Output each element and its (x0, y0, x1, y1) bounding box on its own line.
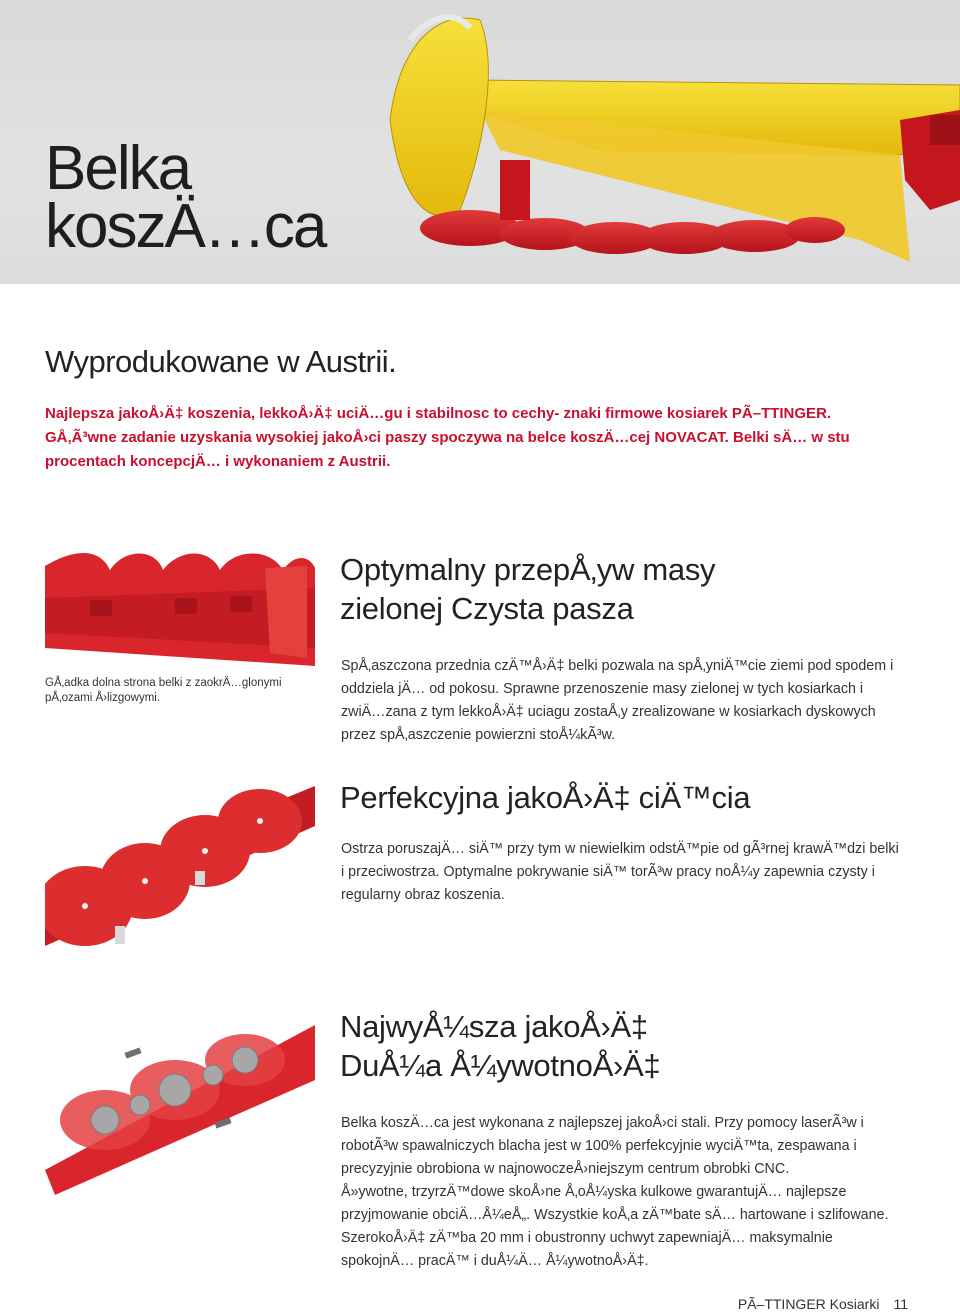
section3-paragraph-1: Belka koszÄ…ca jest wykonana z najlepszej jakoÅ›ci stali. Przy pomocy laserÃ³w i robotÃ³w spawalniczych blacha jest w 100% perfekcyjnie wyciÄ™ta, zespawana i precyzyjnie obrobiona w najnowoczeÅ›niejszym centrum obrobki CNC. (341, 1115, 864, 1177)
section3-paragraph-2: Å»ywotne, trzyrzÄ™dowe skoÅ›ne Å‚oÅ¼yska kulkowe gwarantujÄ… najlepsze przyjmowanie obciÄ…Å¼eÅ„. Wszystkie koÅ‚a zÄ™bate sÄ… hartowane i szlifowane. SzerokoÅ›Ä‡ zÄ™ba 20 mm i obustronny uchwyt zapewniajÄ… maksymalnie spokojnÄ… pracÄ™ i duÅ¼Ä… Å¼ywotnoÅ›Ä‡. (341, 1184, 889, 1269)
bar-underside-photo (45, 548, 315, 666)
footer-brand: PÃ–TTINGER Kosiarki (737, 1296, 880, 1312)
page-footer (738, 1296, 908, 1312)
section1-title (340, 550, 715, 628)
section2-text: Ostrza poruszajÄ… siÄ™ przy tym w niewielkim odstÄ™pie od gÃ³rnej krawÄ™dzi belki i przeciwostrza. Optymalne pokrywanie siÄ™ torÃ³w pracy noÅ¼y zapewnia czysty i regularny obraz koszenia. (341, 841, 899, 903)
section1-caption: GÅ‚adka dolna strona belki z zaokrÄ…glonymi pÅ‚ozami Å›lizgowymi. (45, 677, 282, 704)
section3-text (341, 1112, 901, 1273)
section2-title: Perfekcyjna jakoÅ›Ä‡ ciÄ™cia (340, 780, 751, 815)
hero-banner (0, 0, 960, 284)
page-number: 11 (893, 1296, 908, 1312)
section3-title (340, 1007, 660, 1085)
page-title (45, 134, 326, 261)
section1-text: SpÅ‚aszczona przednia czÄ™Å›Ä‡ belki pozwala na spÅ‚yniÄ™cie ziemi pod spodem i oddziela jÄ… od pokosu. Sprawne przenoszenie masy zielonej w tych kosiarkach i zwiÄ…zana z tym lekkoÅ›Ä‡ uciagu zostaÅ‚y zrealizowane w kosiarkach dyskowych przez spÅ‚aszczenie powierzni stoÅ¼kÃ³w. (341, 658, 894, 743)
gear-drive-photo (45, 1020, 315, 1195)
section1-title-line2: zielonej Czysta pasza (340, 591, 634, 626)
section1-title-line1: Optymalny przepÅ‚yw masy (340, 552, 716, 587)
title-line-1: Belka (45, 134, 191, 203)
section3-title-line1: NajwyÅ¼sza jakoÅ›Ä‡ (340, 1009, 648, 1044)
intro-text: Najlepsza jakoÅ›Ä‡ koszenia, lekkoÅ›Ä‡ uciÄ…gu i stabilnosc to cechy- znaki firmowe kosiarek PÃ–TTINGER. GÅ‚Ã³wne zadanie uzyskania wysokiej jakoÅ›ci paszy spoczywa na belce koszÄ…cej NOVACAT. Belki sÄ… w stu procentach koncepcjÄ… i wykonaniem z Austrii. (45, 405, 850, 470)
section3-title-line2: DuÅ¼a Å¼ywotnoÅ›Ä‡ (340, 1048, 661, 1083)
title-line-2: koszÄ…ca (45, 192, 326, 261)
cutting-discs-photo (45, 786, 315, 946)
intro-heading: Wyprodukowane w Austrii. (45, 344, 397, 379)
